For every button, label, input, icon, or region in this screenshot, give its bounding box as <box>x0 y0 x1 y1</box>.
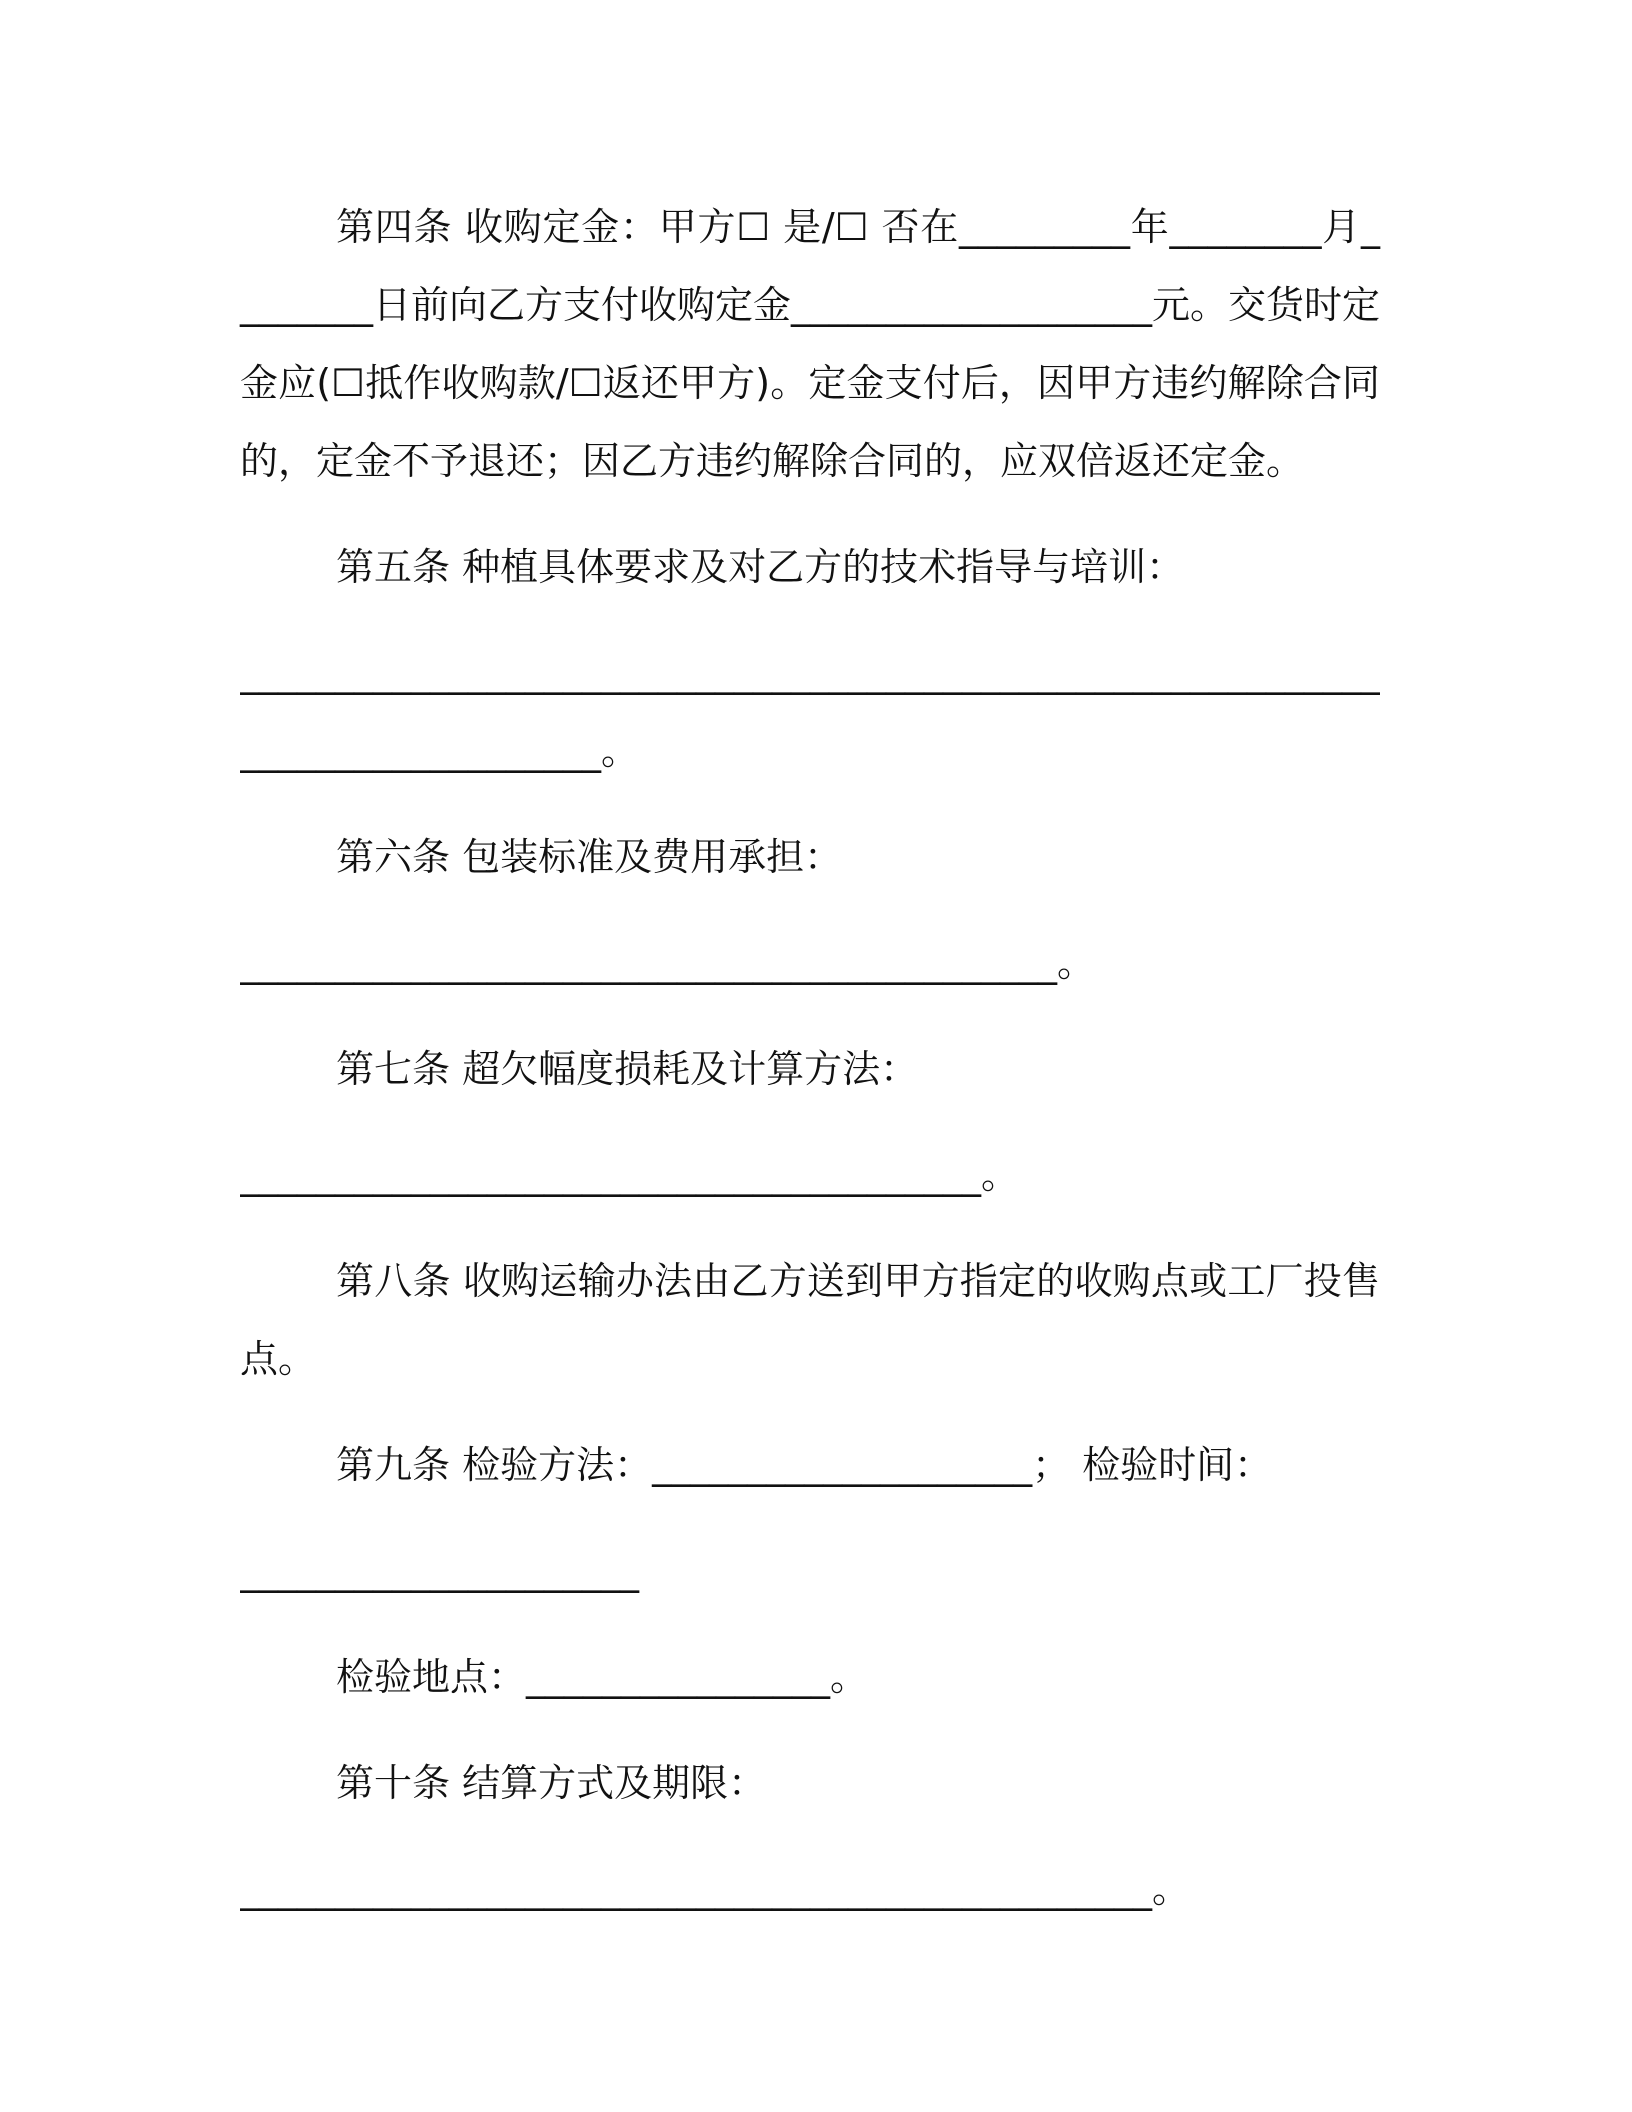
article-5-blank-line-2: ___________________。 <box>240 729 640 773</box>
article-5-blank-line-1: ____________________________________________________________ <box>240 651 1380 695</box>
article-4-deposit: 第四条 收购定金：甲方☐ 是/☐ 否在_________年________月________日前向乙方支付收购定金___________________元。交货时定金应(☐抵作收购款/☐返还甲方)。定金支付后，因甲方违约解除合同的，定金不予退还；因乙方违约解除合同的，应双倍返还定金。 <box>240 205 1381 483</box>
article-10-heading: 第十条 结算方式及期限： <box>336 1761 767 1805</box>
article-8-transport: 第八条 收购运输办法由乙方送到甲方指定的收购点或工厂投售点。 <box>240 1259 1380 1381</box>
article-9-time-blank: _____________________ <box>240 1549 639 1593</box>
article-6-heading: 第六条 包装标准及费用承担： <box>336 835 843 879</box>
article-10-blank-line: ________________________________________________。 <box>240 1867 1191 1911</box>
document-body <box>240 188 1380 1928</box>
article-7-blank-line: _______________________________________。 <box>240 1153 1020 1197</box>
article-9-inspection: 第九条 检验方法：____________________； 检验时间： <box>336 1443 1273 1487</box>
article-7-heading: 第七条 超欠幅度损耗及计算方法： <box>336 1047 919 1091</box>
article-5-heading: 第五条 种植具体要求及对乙方的技术指导与培训： <box>336 545 1185 589</box>
article-9-place: 检验地点：________________。 <box>336 1655 869 1699</box>
article-6-blank-line: ___________________________________________。 <box>240 941 1096 985</box>
